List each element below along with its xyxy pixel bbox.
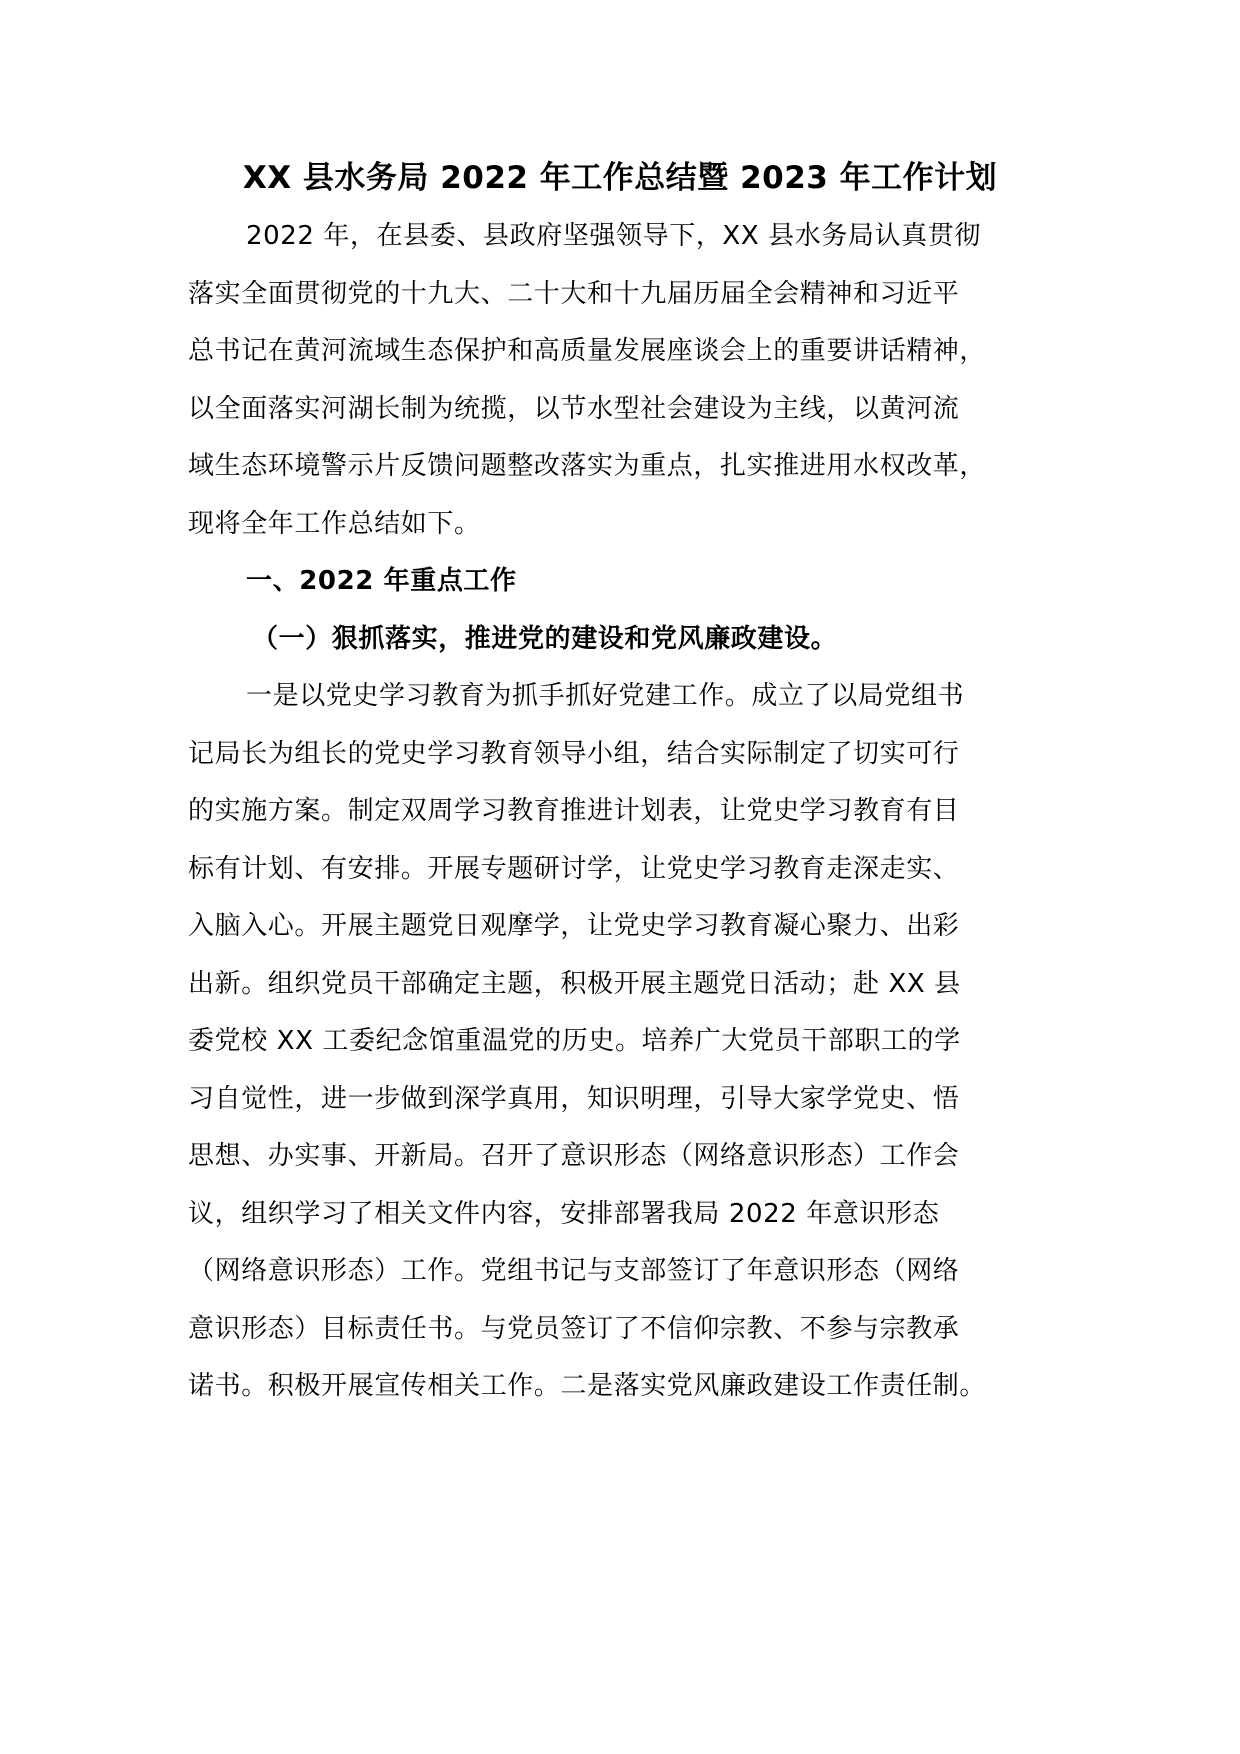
body-line: 意识形态）目标责任书。与党员签订了不信仰宗教、不参与宗教承 [188,1314,960,1344]
body-line: 一是以党史学习教育为抓手抓好党建工作。成立了以局党组书 [246,681,965,711]
body-line: 入脑入心。开展主题党日观摩学，让党史学习教育凝心聚力、出彩 [188,911,960,941]
intro-line: 落实全面贯彻党的十九大、二十大和十九届历届全会精神和习近平 [188,279,960,309]
subsection-heading: （一）狠抓落实，推进党的建设和党风廉政建设。 [252,624,838,654]
body-line: 诺书。积极开展宣传相关工作。二是落实党风廉政建设工作责任制。 [188,1371,987,1401]
body-line: 习自觉性，进一步做到深学真用，知识明理，引导大家学党史、悟 [188,1084,960,1114]
body-line: 的实施方案。制定双周学习教育推进计划表，让党史学习教育有目 [188,796,960,826]
body-line: 记局长为组长的党史学习教育领导小组，结合实际制定了切实可行 [188,739,960,769]
body-line: 议，组织学习了相关文件内容，安排部署我局 2022 年意识形态 [188,1199,940,1229]
body-line: 出新。组织党员干部确定主题，积极开展主题党日活动；赴 XX 县 [188,969,961,999]
intro-line: 以全面落实河湖长制为统揽，以节水型社会建设为主线，以黄河流 [188,394,960,424]
intro-line: 2022 年，在县委、县政府坚强领导下，XX 县水务局认真贯彻 [246,221,981,251]
section-heading: 一、2022 年重点工作 [246,566,517,596]
body-line: （网络意识形态）工作。党组书记与支部签订了年意识形态（网络 [188,1256,960,1286]
intro-line: 域生态环境警示片反馈问题整改落实为重点，扎实推进用水权改革， [188,451,987,481]
document-title: XX 县水务局 2022 年工作总结暨 2023 年工作计划 [242,160,998,196]
body-line: 思想、办实事、开新局。召开了意识形态（网络意识形态）工作会 [188,1141,960,1171]
intro-line: 总书记在黄河流域生态保护和高质量发展座谈会上的重要讲话精神， [188,336,987,366]
body-line: 委党校 XX 工委纪念馆重温党的历史。培养广大党员干部职工的学 [188,1026,961,1056]
body-line: 标有计划、有安排。开展专题研讨学，让党史学习教育走深走实、 [188,854,960,884]
intro-line: 现将全年工作总结如下。 [188,509,481,539]
